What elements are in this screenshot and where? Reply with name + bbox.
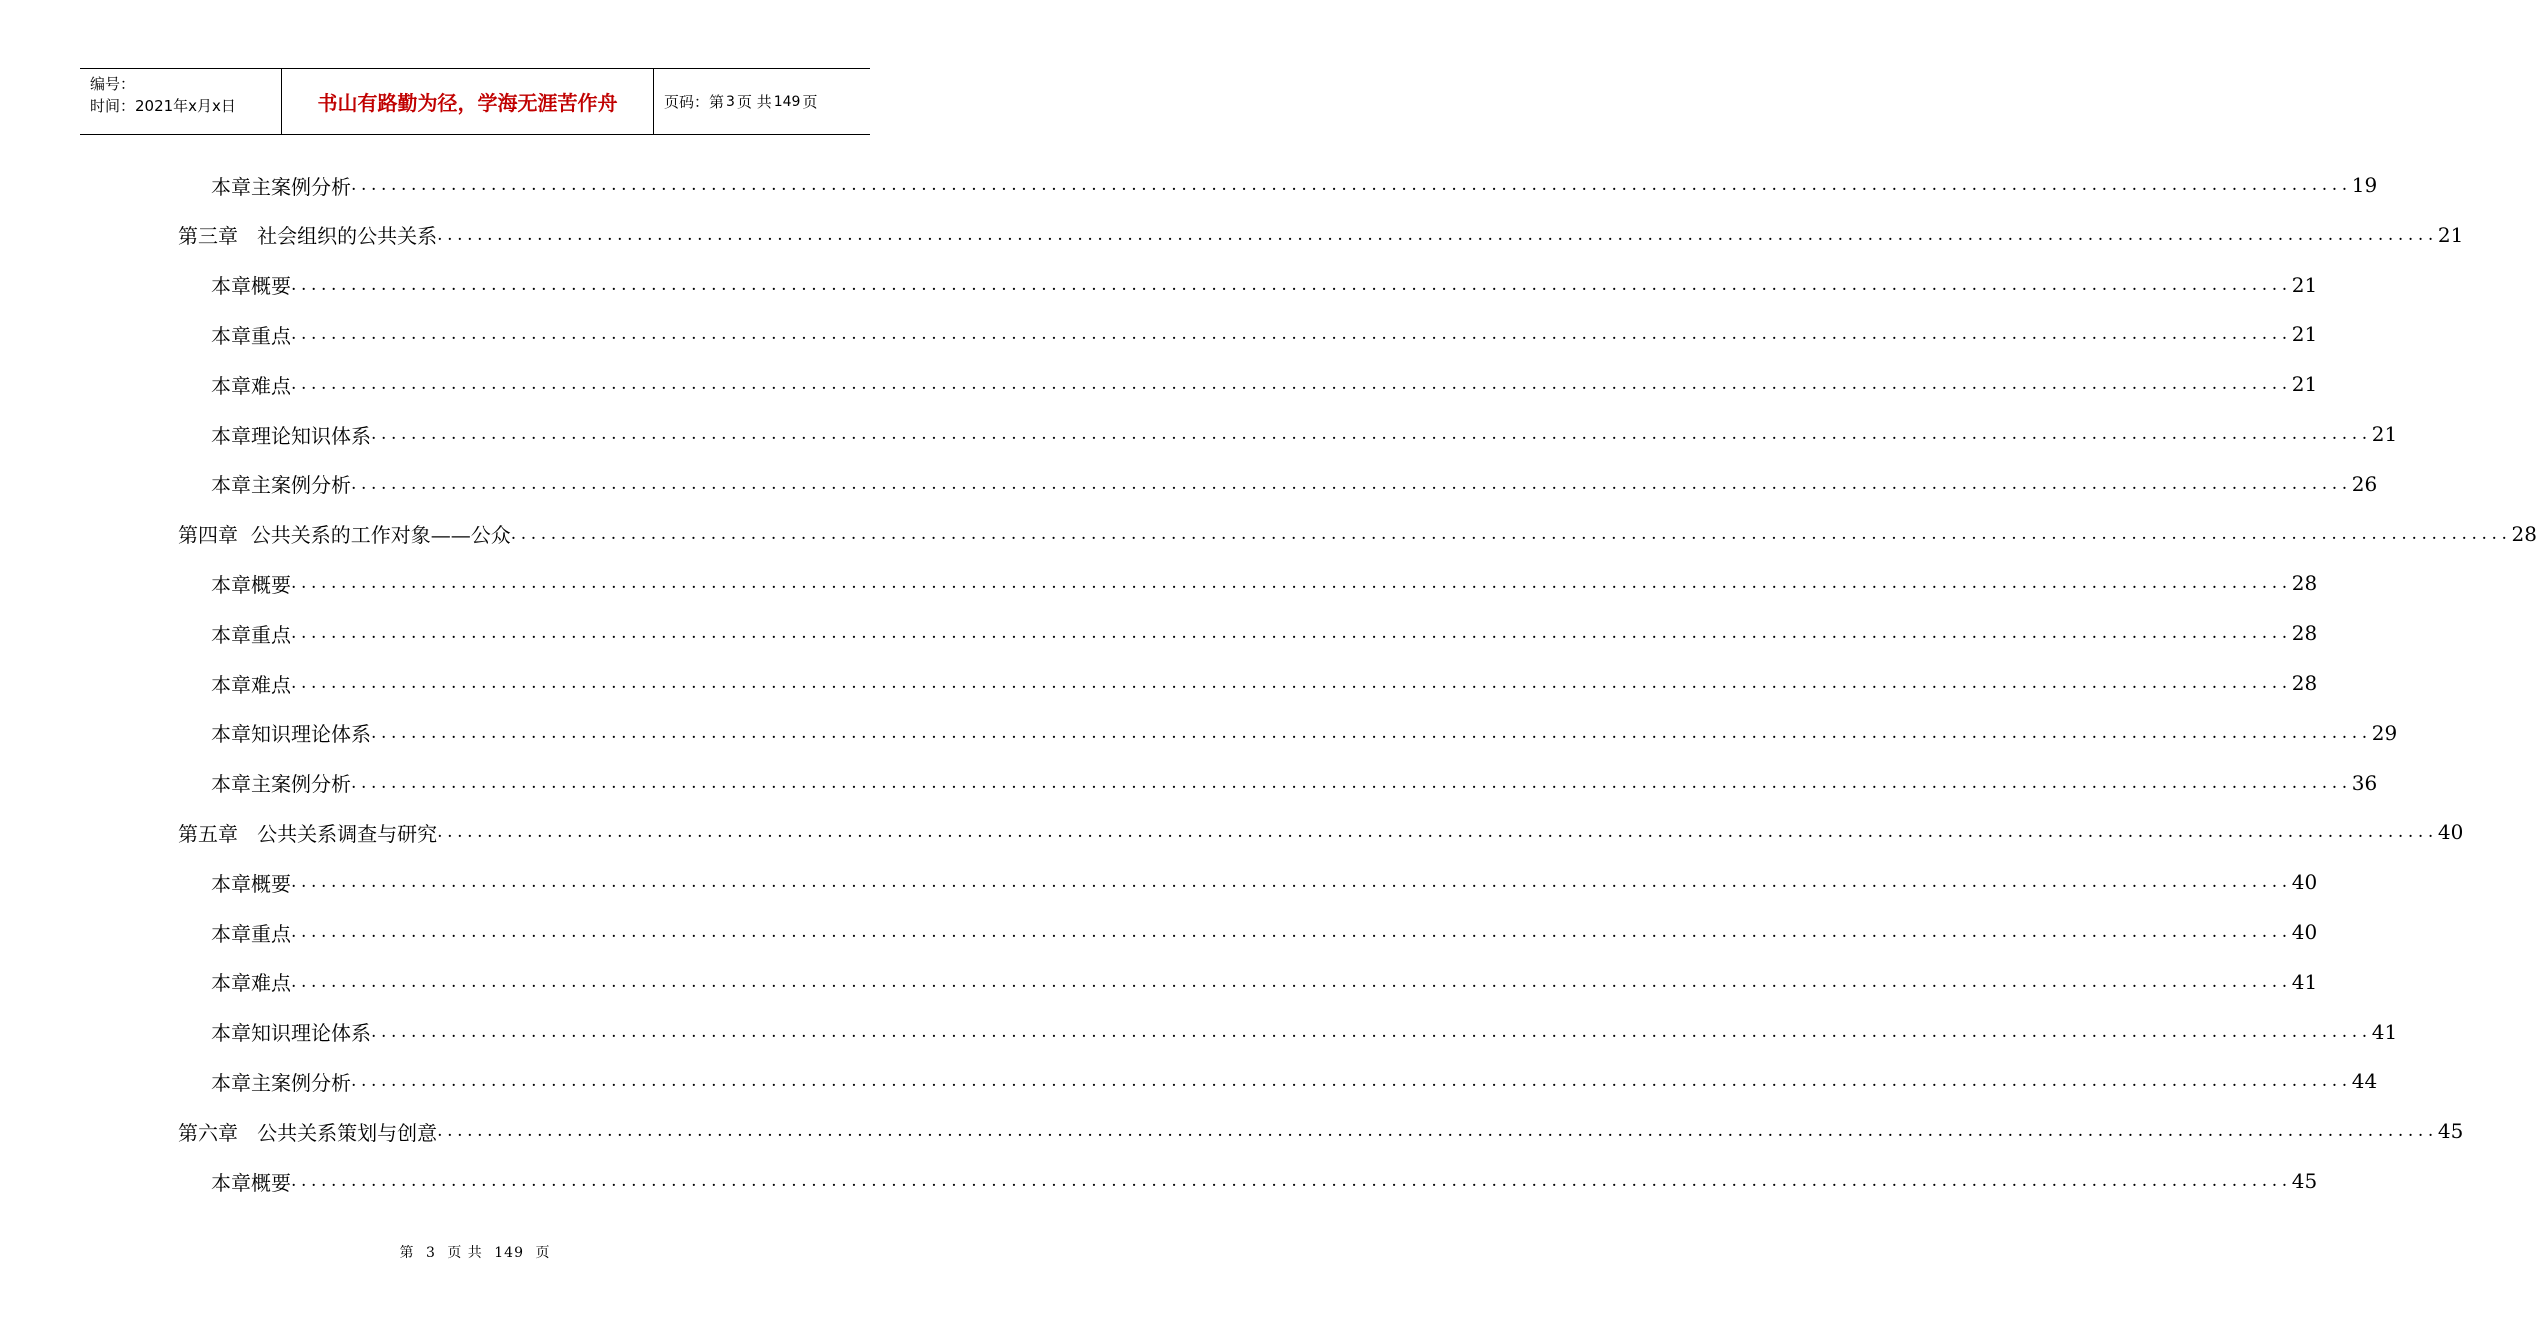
toc-entry-title: 本章主案例分析	[211, 174, 351, 199]
toc-entry-page: 40	[2291, 920, 2318, 944]
toc-leader-dots: ........................................................................................................................................................................................................	[510, 523, 2512, 544]
toc-leader-dots: ........................................................................................................................................................................................................	[351, 473, 2352, 494]
toc-entry-title: 本章主案例分析	[211, 473, 351, 498]
toc-entry-page: 40	[2437, 820, 2464, 845]
toc-entry-title: 本章概要	[211, 871, 291, 896]
toc-entry-page: 26	[2351, 471, 2378, 496]
toc-leader-dots: ........................................................................................................................................................................................................	[371, 424, 2372, 444]
header-motto: 书山有路勤为径，学海无涯苦作舟	[282, 69, 654, 134]
toc-entry-title: 本章概要	[211, 1170, 291, 1195]
toc-entry-page: 21	[2291, 372, 2318, 397]
toc-chapter-entry[interactable]	[178, 812, 2464, 852]
toc-section-entry[interactable]	[211, 1061, 2378, 1101]
toc-entry-page: 28	[2291, 571, 2318, 596]
toc-entry-title: 本章概要	[211, 572, 291, 597]
toc-leader-dots: ........................................................................................................................................................................................................	[291, 971, 2292, 992]
toc-entry-page: 44	[2351, 1069, 2378, 1094]
toc-entry-page: 45	[2291, 1169, 2318, 1193]
toc-entry-title: 本章主案例分析	[211, 772, 351, 797]
toc-entry-title: 本章难点	[211, 373, 291, 398]
toc-leader-dots: ........................................................................................................................................................................................................	[291, 374, 2292, 395]
toc-section-entry[interactable]	[211, 613, 2318, 653]
toc-entry-title: 本章重点	[211, 622, 291, 647]
toc-entry-title: 第六章 公共关系策划与创意	[178, 1120, 438, 1145]
toc-entry-title: 本章主案例分析	[211, 1070, 351, 1095]
toc-section-entry[interactable]	[211, 912, 2318, 952]
toc-entry-title: 本章难点	[211, 971, 291, 996]
document-code-label: 编号：	[90, 75, 136, 93]
toc-section-entry[interactable]	[211, 713, 2398, 753]
toc-chapter-entry[interactable]	[178, 514, 2537, 554]
footer-suffix: 页	[535, 1245, 551, 1261]
toc-entry-title: 第三章 社会组织的公共关系	[178, 224, 438, 249]
toc-leader-dots: ........................................................................................................................................................................................................	[291, 1171, 2292, 1191]
toc-leader-dots: ........................................................................................................................................................................................................	[291, 872, 2292, 893]
toc-chapter-entry[interactable]	[178, 1111, 2464, 1151]
header-page-suffix: 页	[802, 93, 818, 111]
header-page-current: 3	[726, 93, 735, 110]
toc-chapter-entry[interactable]	[178, 215, 2464, 255]
toc-section-entry[interactable]	[211, 314, 2318, 354]
toc-entry-page: 21	[2371, 422, 2398, 446]
toc-entry-page: 36	[2351, 770, 2378, 795]
toc-entry-page: 28	[2511, 521, 2537, 546]
toc-entry-page: 21	[2291, 322, 2318, 347]
toc-leader-dots: ........................................................................................................................................................................................................	[371, 722, 2372, 743]
toc-section-entry[interactable]	[211, 862, 2318, 902]
toc-leader-dots: ........................................................................................................................................................................................................	[437, 822, 2438, 843]
footer-current-page: 3	[425, 1245, 436, 1261]
toc-leader-dots: ........................................................................................................................................................................................................	[291, 573, 2292, 594]
toc-entry-title: 本章理论知识体系	[211, 423, 371, 448]
toc-section-entry[interactable]	[211, 364, 2318, 404]
toc-entry-page: 21	[2291, 272, 2318, 297]
toc-leader-dots: ........................................................................................................................................................................................................	[291, 274, 2292, 295]
toc-entry-title: 本章知识理论体系	[211, 1021, 371, 1046]
footer-mid: 页 共	[447, 1245, 483, 1261]
toc-leader-dots: ........................................................................................................................................................................................................	[291, 324, 2292, 345]
toc-entry-page: 45	[2437, 1119, 2464, 1144]
header-page-mid: 页 共	[736, 93, 772, 111]
toc-section-entry[interactable]	[211, 265, 2318, 305]
toc-entry-page: 28	[2291, 621, 2318, 646]
toc-leader-dots: ........................................................................................................................................................................................................	[351, 1071, 2352, 1092]
toc-entry-page: 21	[2437, 222, 2464, 247]
toc-leader-dots: ........................................................................................................................................................................................................	[437, 1121, 2438, 1142]
toc-leader-dots: ........................................................................................................................................................................................................	[291, 922, 2292, 942]
footer-total-pages: 149	[494, 1245, 524, 1261]
document-date-label: 时间：2021年x月x日	[90, 97, 236, 115]
toc-leader-dots: ........................................................................................................................................................................................................	[291, 623, 2292, 644]
toc-entry-title: 本章重点	[211, 323, 291, 348]
toc-section-entry[interactable]	[211, 1161, 2318, 1201]
toc-entry-page: 41	[2291, 969, 2318, 994]
toc-entry-title: 第五章 公共关系调查与研究	[178, 821, 438, 846]
toc-leader-dots: ........................................................................................................................................................................................................	[371, 1021, 2372, 1042]
toc-section-entry[interactable]	[211, 962, 2318, 1002]
header-page-prefix: 页码：第	[664, 93, 725, 111]
header-meta	[80, 69, 282, 134]
toc-leader-dots: ........................................................................................................................................................................................................	[291, 673, 2292, 693]
toc-entry-title: 本章知识理论体系	[211, 722, 371, 747]
toc-entry-page: 41	[2371, 1019, 2398, 1044]
toc-leader-dots: ........................................................................................................................................................................................................	[437, 224, 2438, 245]
toc-section-entry[interactable]	[211, 763, 2378, 803]
toc-entry-page: 40	[2291, 870, 2318, 895]
toc-section-entry[interactable]	[211, 663, 2318, 703]
toc-entry-page: 28	[2291, 671, 2318, 695]
toc-entry-title: 第四章 公共关系的工作对象——公众	[178, 523, 511, 548]
toc-section-entry[interactable]	[211, 464, 2378, 504]
toc-entry-title: 本章重点	[211, 921, 291, 946]
page-footer	[0, 1242, 950, 1262]
toc-section-entry[interactable]	[211, 414, 2398, 454]
page-header	[80, 68, 870, 135]
header-page-info	[654, 69, 870, 134]
toc-section-entry[interactable]	[211, 563, 2318, 603]
toc-leader-dots: ........................................................................................................................................................................................................	[351, 772, 2352, 793]
toc-section-entry[interactable]	[211, 165, 2378, 205]
toc-leader-dots: ........................................................................................................................................................................................................	[351, 175, 2352, 195]
toc-entry-page: 29	[2371, 720, 2398, 745]
toc-entry-title: 本章概要	[211, 274, 291, 299]
header-page-total: 149	[773, 93, 801, 110]
toc-entry-page: 19	[2351, 173, 2378, 197]
footer-prefix: 第	[399, 1245, 415, 1261]
toc-entry-title: 本章难点	[211, 672, 291, 697]
toc-section-entry[interactable]	[211, 1012, 2398, 1052]
